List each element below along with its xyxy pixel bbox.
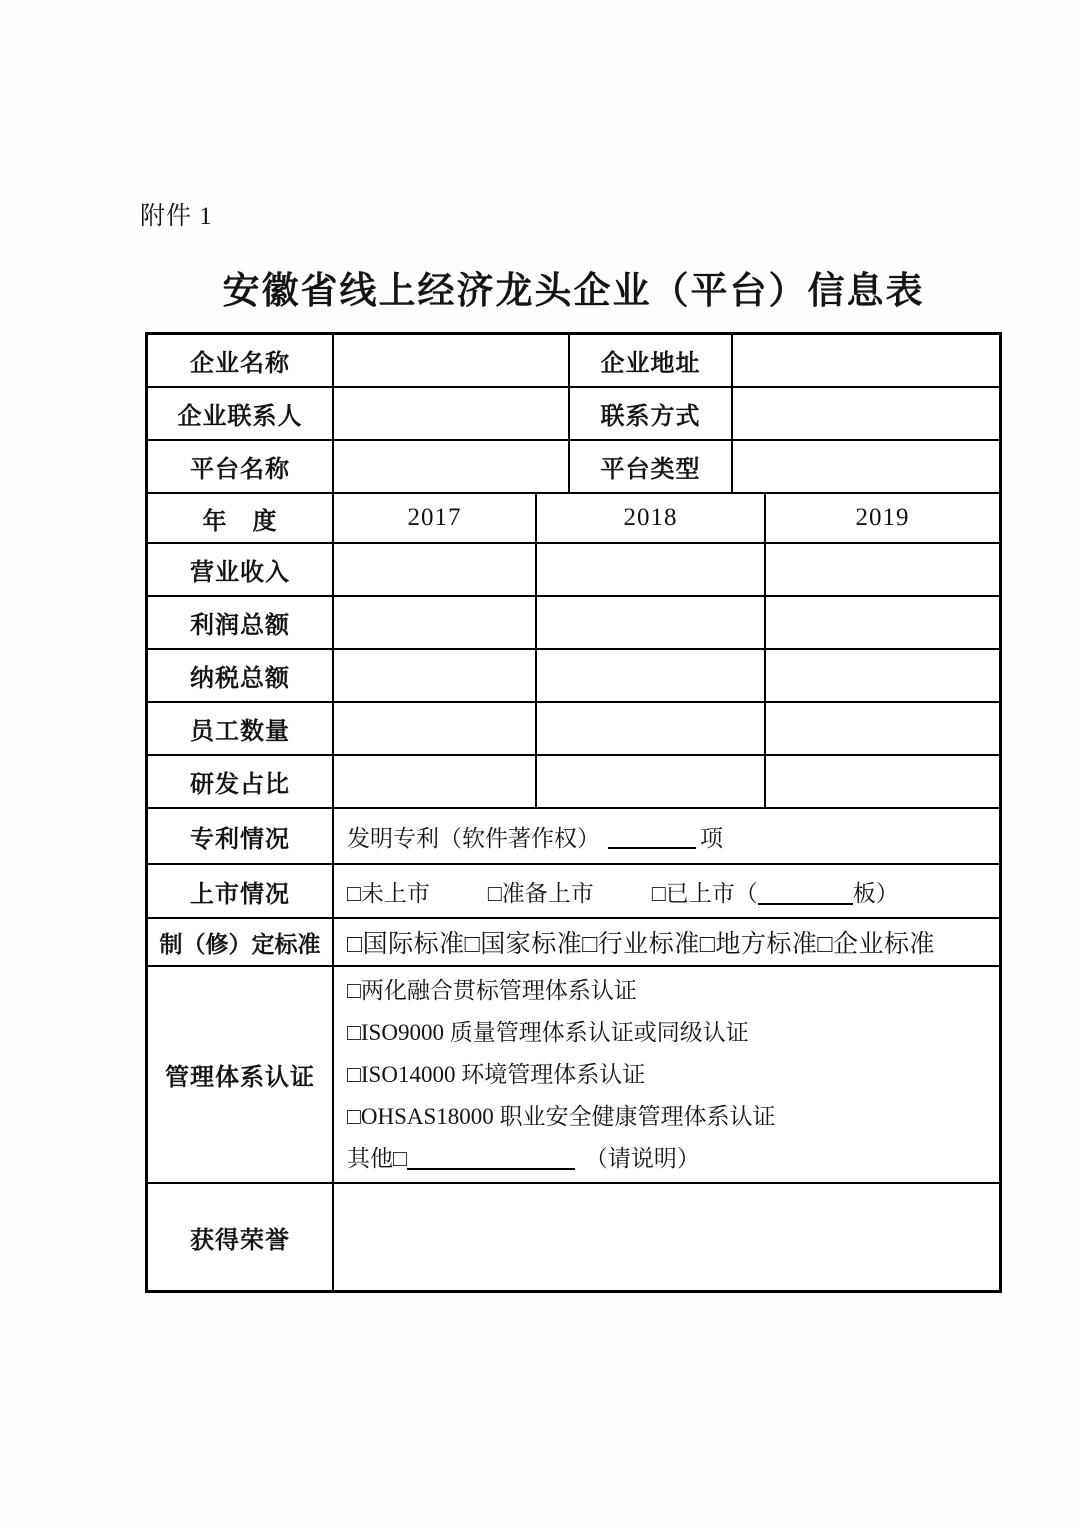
checkbox-iso14000-cert[interactable]: □ISO14000 环境管理体系认证 <box>347 1061 646 1087</box>
table-row <box>148 544 999 597</box>
platform-name-label: 平台名称 <box>148 441 334 494</box>
profit-2017-field[interactable] <box>334 597 537 650</box>
revenue-2017-field[interactable] <box>334 544 537 597</box>
year-2018-header: 2018 <box>537 494 766 544</box>
rd-ratio-2019-field[interactable] <box>766 756 999 809</box>
rd-ratio-label: 研发占比 <box>148 756 334 809</box>
patent-prefix-text: 发明专利（软件著作权） <box>347 825 600 851</box>
page-title: 安徽省线上经济龙头企业（平台）信息表 <box>222 271 925 312</box>
company-contact-field[interactable] <box>334 388 570 441</box>
patent-count-blank[interactable] <box>608 823 696 849</box>
employees-2017-field[interactable] <box>334 703 537 756</box>
employees-2019-field[interactable] <box>766 703 999 756</box>
listing-content <box>334 865 999 919</box>
patent-label: 专利情况 <box>148 809 334 865</box>
table-row <box>148 388 999 441</box>
contact-method-field[interactable] <box>733 388 999 441</box>
company-name-field[interactable] <box>334 335 570 388</box>
table-row <box>148 597 999 650</box>
tax-2019-field[interactable] <box>766 650 999 703</box>
company-address-label: 企业地址 <box>570 335 733 388</box>
employees-2018-field[interactable] <box>537 703 766 756</box>
revenue-2019-field[interactable] <box>766 544 999 597</box>
platform-name-field[interactable] <box>334 441 570 494</box>
table-row <box>148 441 999 494</box>
other-cert-suffix: （请说明） <box>584 1145 700 1171</box>
tax-2017-field[interactable] <box>334 650 537 703</box>
tax-2018-field[interactable] <box>537 650 766 703</box>
patent-content <box>334 809 999 865</box>
checkbox-not-listed[interactable]: □未上市 <box>347 880 430 906</box>
listing-label: 上市情况 <box>148 865 334 919</box>
table-row <box>148 650 999 703</box>
listed-board-blank[interactable] <box>758 879 853 905</box>
patent-row <box>148 809 999 865</box>
certs-label: 管理体系认证 <box>148 967 334 1184</box>
company-address-field[interactable] <box>733 335 999 388</box>
revenue-2018-field[interactable] <box>537 544 766 597</box>
rd-ratio-2018-field[interactable] <box>537 756 766 809</box>
company-contact-label: 企业联系人 <box>148 388 334 441</box>
standards-row <box>148 919 999 967</box>
platform-type-label: 平台类型 <box>570 441 733 494</box>
listing-row <box>148 865 999 919</box>
profit-label: 利润总额 <box>148 597 334 650</box>
year-header-row <box>148 494 999 544</box>
company-name-label: 企业名称 <box>148 335 334 388</box>
honors-field[interactable] <box>334 1184 999 1290</box>
tax-label: 纳税总额 <box>148 650 334 703</box>
standards-options[interactable]: □国际标准□国家标准□行业标准□地方标准□企业标准 <box>334 919 999 967</box>
other-cert-prefix: 其他□ <box>347 1145 407 1171</box>
checkbox-iso9000-cert[interactable]: □ISO9000 质量管理体系认证或同级认证 <box>347 1019 749 1045</box>
table-row <box>148 756 999 809</box>
checkbox-listed[interactable]: □已上市（ 板） <box>651 880 899 906</box>
honors-label: 获得荣誉 <box>148 1184 334 1290</box>
honors-row <box>148 1184 999 1290</box>
employees-label: 员工数量 <box>148 703 334 756</box>
certs-row <box>148 967 999 1184</box>
form-table <box>145 332 1002 1293</box>
year-label: 年 度 <box>148 494 334 544</box>
checkbox-other-cert[interactable] <box>347 1138 700 1180</box>
checkbox-integration-cert[interactable]: □两化融合贯标管理体系认证 <box>347 977 637 1003</box>
table-row <box>148 703 999 756</box>
year-2019-header: 2019 <box>766 494 999 544</box>
platform-type-field[interactable] <box>733 441 999 494</box>
standards-label: 制（修）定标准 <box>148 919 334 967</box>
year-2017-header: 2017 <box>334 494 537 544</box>
rd-ratio-2017-field[interactable] <box>334 756 537 809</box>
other-cert-blank[interactable] <box>407 1144 575 1170</box>
patent-suffix-text: 项 <box>700 825 723 851</box>
table-row <box>148 335 999 388</box>
certs-content <box>334 967 999 1184</box>
profit-2019-field[interactable] <box>766 597 999 650</box>
revenue-label: 营业收入 <box>148 544 334 597</box>
attachment-label: 附件 1 <box>140 203 213 230</box>
contact-method-label: 联系方式 <box>570 388 733 441</box>
checkbox-preparing-listing[interactable]: □准备上市 <box>487 880 594 906</box>
profit-2018-field[interactable] <box>537 597 766 650</box>
checkbox-ohsas18000-cert[interactable]: □OHSAS18000 职业安全健康管理体系认证 <box>347 1103 776 1129</box>
